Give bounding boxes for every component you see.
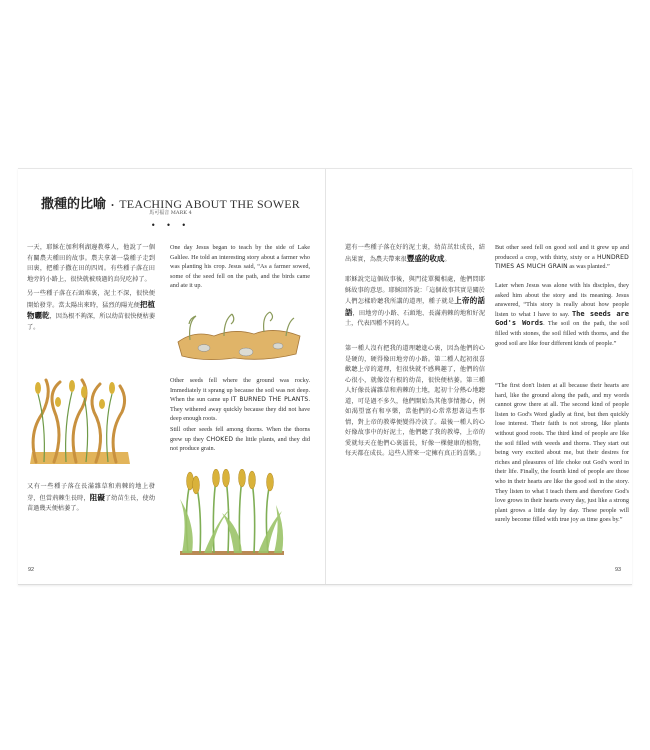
zh-paragraph	[27, 243, 155, 285]
zh-paragraph	[27, 482, 155, 515]
text-segment: One day Jesus began to teach by the side of Lake Galilee. He told an interesting story about a farmer who was planting his crop. Jesus said, “As a farmer sowed, some of the seed fell on the path, and the birds came and ate it up.	[170, 244, 310, 290]
en-paragraph	[495, 281, 629, 348]
text-segment: ，因為根不夠深，所以幼苗很快便枯萎了。	[27, 313, 156, 331]
text-segment: 又有一些種子落在長滿雜草和荊棘的地上發芽，但當荊棘生長時，	[27, 483, 155, 502]
text-segment: CHOKED	[206, 435, 234, 443]
en-paragraph	[170, 376, 310, 424]
text-segment: 。	[444, 255, 451, 263]
zh-paragraph	[345, 243, 485, 265]
text-segment: Other seeds fell where the ground was rocky. Immediately it sprang up because the soil was not deep. When the sun came up	[170, 377, 310, 404]
text-segment: 還有一些種子落在好的泥土裏，幼苗茁壯成長，結出果實，為農夫帶來很	[345, 244, 485, 263]
text-segment: IT BURNED THE PLANTS	[230, 396, 309, 404]
text-segment: 第一種人沒有把我的道理聽進心裏，因為他們的心是硬的，硬得像田地旁的小路。第二種人起初很喜歡聽上帝的道理，但很快就不感興趣了，他們的信心很小，就像沒有根的幼苗，很快便枯萎。第三種人好像長滿雜草和荊棘的土地，起初十分熱心地聽道，可是過不多久，他們開始為其他事情擔心，例如渴望富有和享樂，當他們的心常常想著這些事情，對上帝的教導便變得冷淡了。最後一種人的心好像故事中的好泥土，他們聽了我的教導，上帝的愛就每天在他們心裏滋長，好像一棵健康的植物，每天都在成長。這些人將來一定擁有真正的喜樂。」	[345, 345, 485, 457]
text-segment: as was planted.”	[567, 263, 610, 271]
text-segment: 耶穌說完這個故事後，與門徒單獨相處，他們問耶穌故事的意思。耶穌回答說：「這個故事其實是關於人們怎樣聆聽我所講的道理，種子就是	[345, 276, 485, 305]
text-segment: Still other seeds fell among thorns. When the thorns grew up they	[170, 426, 310, 443]
scripture-reference: 馬可福音 MARK 4	[149, 210, 192, 216]
rocky-ground-illustration	[174, 302, 304, 364]
title-separator: •	[111, 201, 115, 210]
en-paragraph	[170, 425, 310, 454]
title-chinese: 撒種的比喻	[41, 197, 107, 212]
zh-paragraph	[345, 344, 485, 460]
text-segment: . They withered away quickly because they did not have deep enough roots.	[170, 396, 310, 423]
thorns-illustration	[24, 374, 136, 472]
text-segment: The seeds are God's Words	[495, 309, 629, 328]
page-number-left: 92	[28, 567, 35, 573]
text-segment: Later when Jesus was alone with his disciples, they asked him about the story and its meaning. Jesus answered, “This story is really about how people listen to what I have to say.	[495, 282, 629, 318]
title-english: TEACHING ABOUT THE SOWER	[119, 197, 300, 211]
text-segment: 一天，耶穌在加利利湖邊教導人，他說了一個有關農夫種田的故事。農夫拿著一袋種子走到田裏，把種子撒在田的四周。有些種子落在田地旁的小路上，很快就被飛過的鳥兒吃掉了。	[27, 244, 155, 283]
en-paragraph	[495, 243, 629, 272]
en-paragraph	[495, 381, 629, 525]
text-segment: HUNDRED TIMES AS MUCH GRAIN	[495, 253, 629, 271]
text-segment: ，田地旁的小路、石頭地、長滿荊棘的地和好泥土，代表四種不同的人。	[345, 309, 486, 327]
zh-paragraph	[345, 275, 485, 330]
text-segment: 了幼苗生長，使幼苗過幾天便枯萎了。	[27, 494, 156, 512]
text-segment: the little plants, and they did not produce grain.	[170, 435, 310, 453]
text-segment: 上帝的話語	[345, 296, 486, 317]
en-paragraph	[170, 243, 310, 291]
wheat-illustration	[178, 469, 288, 557]
text-segment: But other seed fell on good soil and it grew up and produced a crop, with thirty, sixty or a	[495, 244, 629, 261]
page-number-right: 93	[615, 567, 622, 573]
text-segment: 把植物曬乾	[27, 299, 156, 320]
ornament-dots: • • •	[150, 221, 191, 230]
text-segment: 豐盛的收成	[406, 253, 445, 263]
zh-paragraph	[27, 289, 155, 333]
book-spine	[325, 169, 326, 584]
book-spread	[18, 168, 632, 585]
text-segment: 另一些種子落在石頭堆裏，泥土不深，很快便開始發芽。當太陽出來時，猛烈的陽光便	[27, 290, 155, 309]
text-segment: 阻礙	[89, 492, 105, 502]
text-segment: “The first don't listen at all because their hearts are hard, like the ground along the path, and my words cannot grow there at all. The second kind of people listen to God's Word gladly at first, but then quickly lose interest. Their faith is not strong, like plants without good roots. The third kind of people are like the soil filled with weeds and thorns. They start out being very excited about me, but their desires for riches and pleasures of life choke out God's word in their life. Finally, the fourth kind of people are those who in their hearts are like the good soil in the story. They listen to what I teach them and therefore God's love grows in their hearts every day, just like a strong plant grows a little day by day. These people will surely become filled with true joy as time goes by.”	[495, 382, 629, 524]
text-segment: . The soil on the path, the soil filled with stones, the soil filled with thorns, and the good soil are like four different kinds of people.”	[495, 320, 629, 347]
